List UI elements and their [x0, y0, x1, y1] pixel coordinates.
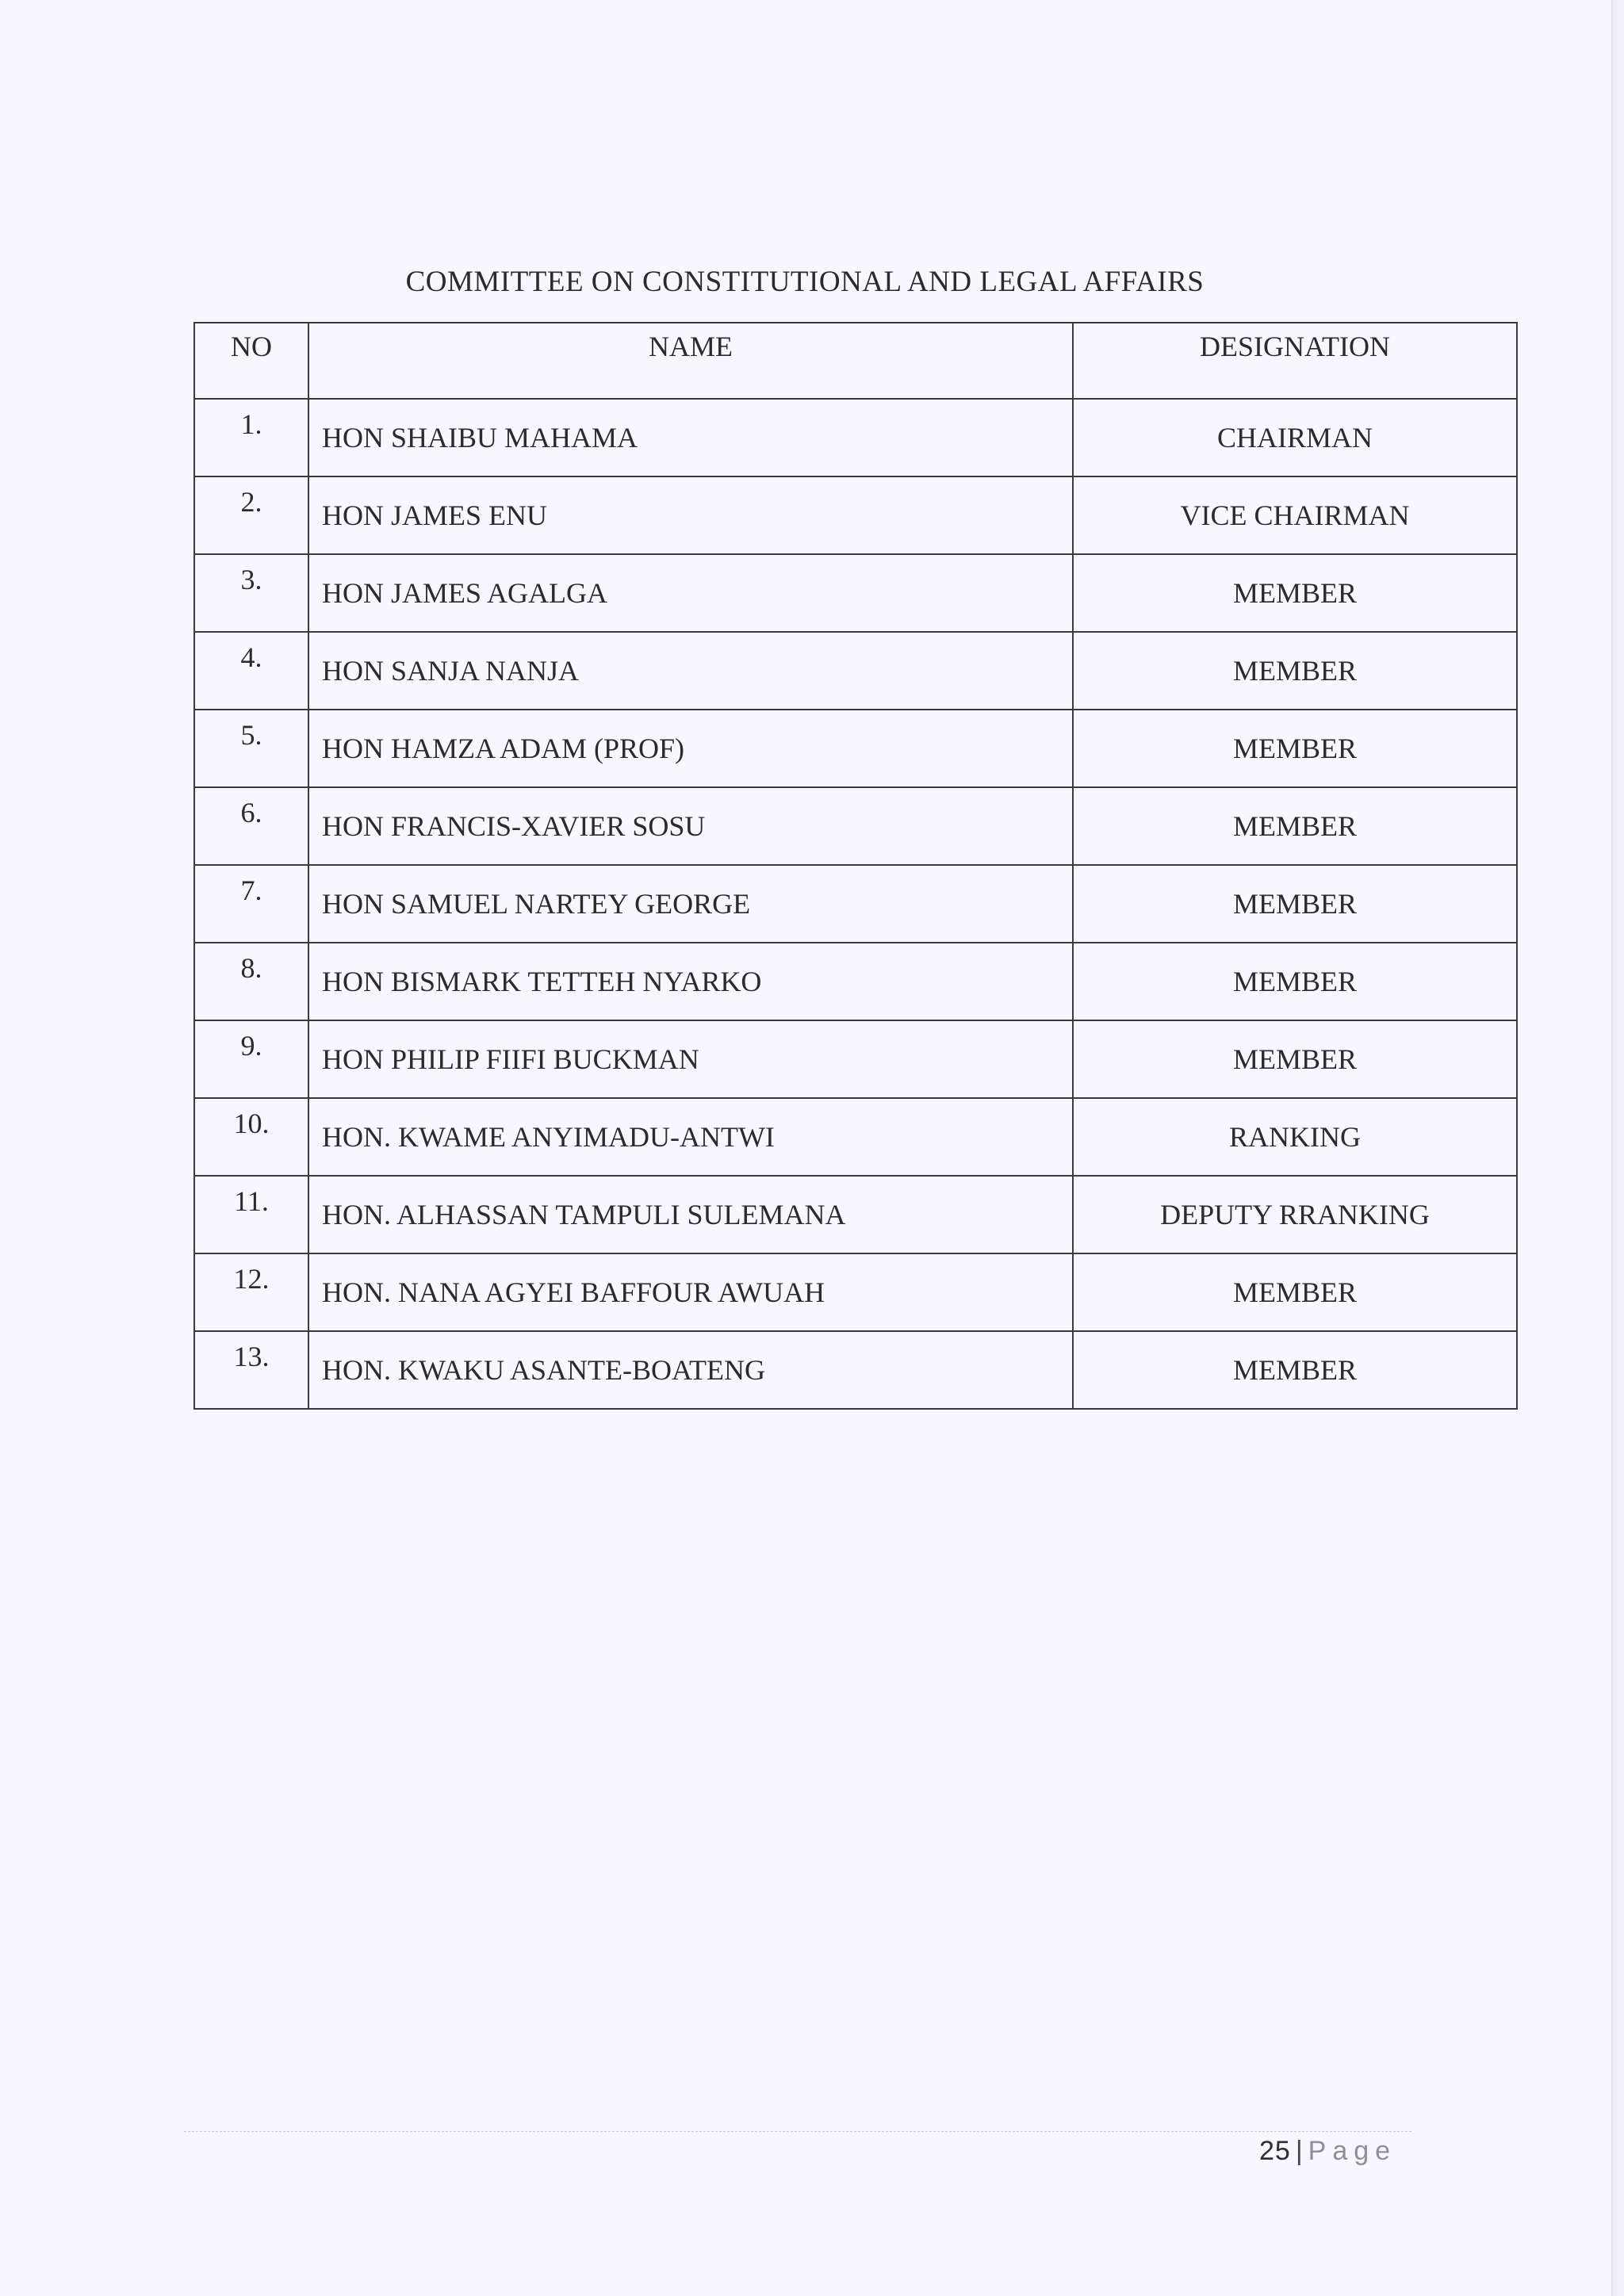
members-table-container — [193, 322, 1516, 1410]
member-name: HON. NANA AGYEI BAFFOUR AWUAH — [308, 1253, 1073, 1331]
page-separator: | — [1295, 2136, 1304, 2166]
header-name: NAME — [308, 323, 1073, 399]
row-number: 11. — [194, 1176, 308, 1253]
footer-divider — [184, 2131, 1411, 2132]
member-designation: MEMBER — [1073, 1020, 1517, 1098]
member-name: HON HAMZA ADAM (PROF) — [308, 710, 1073, 787]
table-row — [194, 1253, 1517, 1331]
table-row — [194, 1176, 1517, 1253]
member-name: HON. KWAME ANYIMADU-ANTWI — [308, 1098, 1073, 1176]
table-row — [194, 554, 1517, 632]
page-edge-shadow — [1613, 0, 1624, 2296]
table-row — [194, 399, 1517, 476]
table-row — [194, 710, 1517, 787]
row-number: 5. — [194, 710, 308, 787]
member-designation: DEPUTY RRANKING — [1073, 1176, 1517, 1253]
member-designation: MEMBER — [1073, 787, 1517, 865]
table-row — [194, 476, 1517, 554]
row-number: 12. — [194, 1253, 308, 1331]
member-name: HON SANJA NANJA — [308, 632, 1073, 710]
member-name: HON JAMES ENU — [308, 476, 1073, 554]
members-table — [193, 322, 1518, 1410]
table-row — [194, 1331, 1517, 1409]
member-designation: RANKING — [1073, 1098, 1517, 1176]
committee-title: COMMITTEE ON CONSTITUTIONAL AND LEGAL AFFAIRS — [405, 266, 1205, 298]
member-name: HON. KWAKU ASANTE-BOATENG — [308, 1331, 1073, 1409]
row-number: 2. — [194, 476, 308, 554]
row-number: 10. — [194, 1098, 308, 1176]
table-header-row — [194, 323, 1517, 399]
table-row — [194, 865, 1517, 943]
member-designation: VICE CHAIRMAN — [1073, 476, 1517, 554]
table-row — [194, 1098, 1517, 1176]
member-designation: MEMBER — [1073, 554, 1517, 632]
table-row — [194, 632, 1517, 710]
member-designation: CHAIRMAN — [1073, 399, 1517, 476]
member-designation: MEMBER — [1073, 943, 1517, 1020]
table-row — [194, 943, 1517, 1020]
member-name: HON BISMARK TETTEH NYARKO — [308, 943, 1073, 1020]
member-designation: MEMBER — [1073, 1331, 1517, 1409]
page-footer — [1259, 2136, 1396, 2167]
row-number: 13. — [194, 1331, 308, 1409]
page-word: Page — [1308, 2136, 1397, 2166]
member-name: HON SAMUEL NARTEY GEORGE — [308, 865, 1073, 943]
row-number: 4. — [194, 632, 308, 710]
row-number: 3. — [194, 554, 308, 632]
member-name: HON FRANCIS-XAVIER SOSU — [308, 787, 1073, 865]
member-designation: MEMBER — [1073, 1253, 1517, 1331]
row-number: 6. — [194, 787, 308, 865]
member-name: HON SHAIBU MAHAMA — [308, 399, 1073, 476]
member-name: HON. ALHASSAN TAMPULI SULEMANA — [308, 1176, 1073, 1253]
header-designation: DESIGNATION — [1073, 323, 1517, 399]
member-name: HON PHILIP FIIFI BUCKMAN — [308, 1020, 1073, 1098]
table-row — [194, 787, 1517, 865]
table-body — [194, 399, 1517, 1409]
page-number: 25 — [1259, 2136, 1291, 2166]
member-designation: MEMBER — [1073, 632, 1517, 710]
header-no: NO — [194, 323, 308, 399]
member-name: HON JAMES AGALGA — [308, 554, 1073, 632]
row-number: 9. — [194, 1020, 308, 1098]
member-designation: MEMBER — [1073, 865, 1517, 943]
table-row — [194, 1020, 1517, 1098]
page-edge — [1611, 0, 1613, 2296]
row-number: 8. — [194, 943, 308, 1020]
row-number: 7. — [194, 865, 308, 943]
row-number: 1. — [194, 399, 308, 476]
member-designation: MEMBER — [1073, 710, 1517, 787]
